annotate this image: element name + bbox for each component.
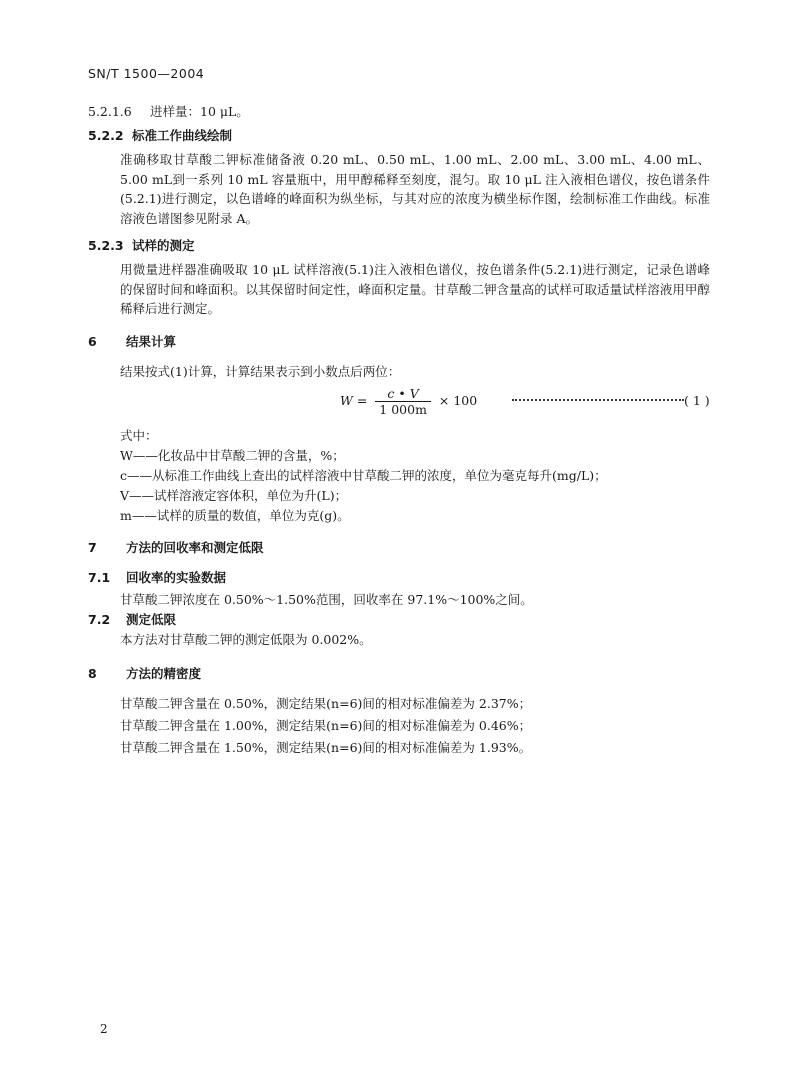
clause-5-2-3-paragraph: 用微量进样器准确吸取 10 μL 试样溶液(5.1)注入液相色谱仪，按色谱条件(5.2.1)进行测定，记录色谱峰的保留时间和峰面积。以其保留时间定性，峰面积定量。甘草酸二钾含量高的试样可取适量试样溶液用甲醇稀释后进行测定。 <box>120 262 710 316</box>
clause-7-1-text: 甘草酸二钾浓度在 0.50%～1.50%范围，回收率在 97.1%～100%之间。 <box>120 592 533 607</box>
clause-text: 进样量：10 μL。 <box>150 104 249 119</box>
formula-denominator: 1 000m <box>379 402 427 417</box>
clause-number: 5.2.2 <box>88 128 124 143</box>
section-number: 8 <box>88 666 97 681</box>
formula-intro: 结果按式(1)计算，计算结果表示到小数点后两位： <box>120 364 401 379</box>
standard-code: SN/T 1500—2004 <box>88 66 205 81</box>
where-label: 式中： <box>120 428 158 443</box>
formula-leader-dots <box>512 395 684 401</box>
variable-definition: W——化妆品中甘草酸二钾的含量，%； <box>120 448 345 463</box>
clause-title: 试样的测定 <box>132 238 195 253</box>
formula-multiplier: × 100 <box>438 393 478 408</box>
formula-fraction <box>375 386 431 417</box>
clause-5-2-1-6 <box>88 106 249 119</box>
equation-number: ( 1 ) <box>684 393 710 408</box>
section-number: 6 <box>88 334 97 349</box>
clause-number: 5.2.1.6 <box>88 104 132 119</box>
variable-definition: V——试样溶液定容体积，单位为升(L)； <box>120 488 348 503</box>
section-6-heading <box>88 336 176 349</box>
clause-number: 7.2 <box>88 612 111 627</box>
section-7-heading <box>88 542 264 555</box>
page-number: 2 <box>100 1022 108 1036</box>
clause-title: 标准工作曲线绘制 <box>132 128 233 143</box>
clause-5-2-2-paragraph: 准确移取甘草酸二钾标准储备液 0.20 mL、0.50 mL、1.00 mL、2.00 mL、3.00 mL、4.00 mL、5.00 mL到一系列 10 mL 容量瓶中，用甲醇稀释至刻度，混匀。取 10 μL 注入液相色谱仪，按色谱条件(5.2.1)进行测定，以色谱峰的峰面积为纵坐标，与其对应的浓度为横坐标作图，绘制标准工作曲线。标准溶液色谱图参见附录 A。 <box>120 152 710 226</box>
formula-numerator: c • V <box>375 386 431 402</box>
formula-1 <box>340 386 477 417</box>
precision-line: 甘草酸二钾含量在 0.50%，测定结果(n=6)间的相对标准偏差为 2.37%； <box>120 696 532 711</box>
clause-number: 7.1 <box>88 570 111 585</box>
clause-5-2-3-heading <box>88 240 195 253</box>
section-title: 方法的回收率和测定低限 <box>126 540 264 555</box>
section-title: 方法的精密度 <box>126 666 202 681</box>
clause-7-2-heading <box>88 614 176 627</box>
section-8-heading <box>88 668 201 681</box>
section-number: 7 <box>88 540 97 555</box>
clause-number: 5.2.3 <box>88 238 124 253</box>
clause-7-2-text: 本方法对甘草酸二钾的测定低限为 0.002%。 <box>120 632 372 647</box>
precision-line: 甘草酸二钾含量在 1.00%，测定结果(n=6)间的相对标准偏差为 0.46%； <box>120 718 532 733</box>
variable-definition: m——试样的质量的数值，单位为克(g)。 <box>120 508 350 523</box>
clause-7-1-heading <box>88 572 226 585</box>
clause-title: 测定低限 <box>126 612 177 627</box>
precision-line: 甘草酸二钾含量在 1.50%，测定结果(n=6)间的相对标准偏差为 1.93%。 <box>120 740 532 755</box>
section-title: 结果计算 <box>126 334 177 349</box>
clause-5-2-2-heading <box>88 130 232 143</box>
variable-definition: c——从标准工作曲线上查出的试样溶液中甘草酸二钾的浓度，单位为毫克每升(mg/L)； <box>120 468 607 483</box>
clause-title: 回收率的实验数据 <box>126 570 227 585</box>
formula-lhs: W = <box>340 393 368 408</box>
